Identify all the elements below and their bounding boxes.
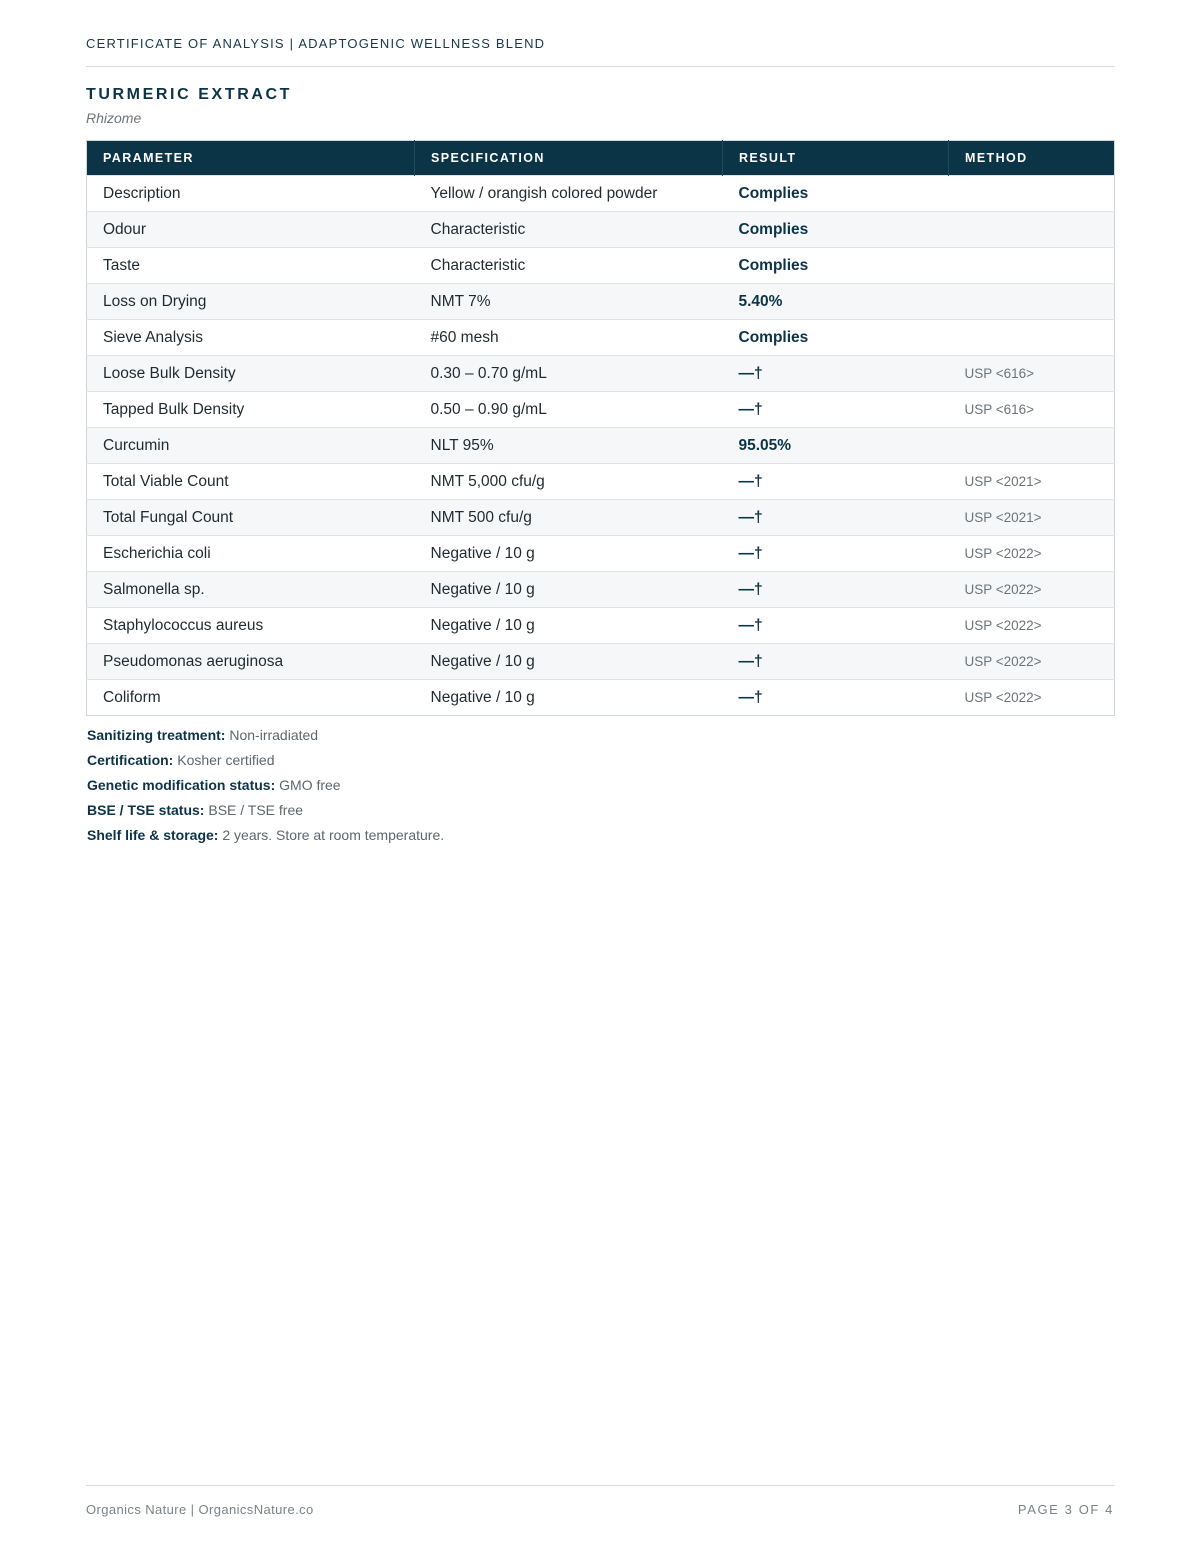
cell-specification: NMT 5,000 cfu/g xyxy=(415,464,723,500)
page-header xyxy=(86,36,1115,51)
table-row xyxy=(87,212,1115,248)
cell-result: —† xyxy=(723,644,949,680)
cell-parameter: Tapped Bulk Density xyxy=(87,392,415,428)
column-header-result: RESULT xyxy=(723,141,949,176)
footer-company xyxy=(86,1502,314,1517)
note-value: 2 years. Store at room temperature. xyxy=(222,827,445,843)
column-header-parameter: PARAMETER xyxy=(87,141,415,176)
cell-specification: 0.50 – 0.90 g/mL xyxy=(415,392,723,428)
section-subtitle: Rhizome xyxy=(86,110,142,126)
table-row xyxy=(87,500,1115,536)
cell-method xyxy=(949,176,1115,212)
cell-specification: Negative / 10 g xyxy=(415,536,723,572)
cell-parameter: Description xyxy=(87,176,415,212)
cell-specification: Negative / 10 g xyxy=(415,680,723,716)
table-row xyxy=(87,536,1115,572)
cell-method: USP <616> xyxy=(949,392,1115,428)
note-line xyxy=(87,724,444,749)
cell-method: USP <2022> xyxy=(949,644,1115,680)
table-row xyxy=(87,356,1115,392)
cell-parameter: Loose Bulk Density xyxy=(87,356,415,392)
company-website: OrganicsNature.co xyxy=(198,1502,314,1517)
cell-result: Complies xyxy=(723,176,949,212)
cell-result: Complies xyxy=(723,248,949,284)
cell-parameter: Odour xyxy=(87,212,415,248)
table-body xyxy=(87,176,1115,716)
cell-result: —† xyxy=(723,536,949,572)
page-number: PAGE 3 OF 4 xyxy=(1017,1502,1114,1517)
cell-method xyxy=(949,320,1115,356)
note-value: GMO free xyxy=(279,777,341,793)
note-value: BSE / TSE free xyxy=(208,802,304,818)
cell-method xyxy=(949,212,1115,248)
cell-result: 5.40% xyxy=(723,284,949,320)
table-row xyxy=(87,248,1115,284)
cell-specification: 0.30 – 0.70 g/mL xyxy=(415,356,723,392)
header-divider xyxy=(86,66,1115,67)
footer-separator: | xyxy=(190,1502,195,1517)
note-value: Kosher certified xyxy=(177,752,275,768)
cell-result: —† xyxy=(723,608,949,644)
table-row xyxy=(87,464,1115,500)
analysis-table xyxy=(86,140,1115,716)
section-title: TURMERIC EXTRACT xyxy=(86,86,293,103)
cell-parameter: Curcumin xyxy=(87,428,415,464)
cell-specification: Characteristic xyxy=(415,212,723,248)
table-row xyxy=(87,320,1115,356)
cell-specification: Negative / 10 g xyxy=(415,608,723,644)
table-row xyxy=(87,680,1115,716)
cell-method: USP <2021> xyxy=(949,464,1115,500)
cell-method: USP <2021> xyxy=(949,500,1115,536)
table-row xyxy=(87,428,1115,464)
cell-result: —† xyxy=(723,464,949,500)
cell-result: —† xyxy=(723,680,949,716)
table-row xyxy=(87,176,1115,212)
column-header-method: METHOD xyxy=(949,141,1115,176)
table-row xyxy=(87,644,1115,680)
note-line xyxy=(87,799,444,824)
cell-parameter: Sieve Analysis xyxy=(87,320,415,356)
cell-method xyxy=(949,284,1115,320)
cell-result: —† xyxy=(723,500,949,536)
cell-method: USP <2022> xyxy=(949,608,1115,644)
table-row xyxy=(87,572,1115,608)
cell-result: —† xyxy=(723,392,949,428)
cell-method: USP <2022> xyxy=(949,536,1115,572)
cell-result: Complies xyxy=(723,320,949,356)
cell-specification: Negative / 10 g xyxy=(415,644,723,680)
table-header-row xyxy=(87,141,1115,176)
column-header-specification: SPECIFICATION xyxy=(415,141,723,176)
cell-result: 95.05% xyxy=(723,428,949,464)
cell-method: USP <2022> xyxy=(949,680,1115,716)
note-line xyxy=(87,749,444,774)
cell-specification: Characteristic xyxy=(415,248,723,284)
cell-parameter: Total Fungal Count xyxy=(87,500,415,536)
note-label: Shelf life & storage: xyxy=(87,827,219,843)
header-separator: | xyxy=(289,36,295,51)
cell-specification: #60 mesh xyxy=(415,320,723,356)
cell-specification: Yellow / orangish colored powder xyxy=(415,176,723,212)
cell-result: —† xyxy=(723,356,949,392)
note-line xyxy=(87,824,444,849)
cell-parameter: Salmonella sp. xyxy=(87,572,415,608)
cell-parameter: Escherichia coli xyxy=(87,536,415,572)
cell-method xyxy=(949,428,1115,464)
product-name: ADAPTOGENIC WELLNESS BLEND xyxy=(298,36,546,51)
cell-method: USP <2022> xyxy=(949,572,1115,608)
footer-divider xyxy=(86,1485,1115,1486)
table-row xyxy=(87,392,1115,428)
cell-parameter: Coliform xyxy=(87,680,415,716)
table-row xyxy=(87,608,1115,644)
cell-specification: NMT 7% xyxy=(415,284,723,320)
cell-parameter: Total Viable Count xyxy=(87,464,415,500)
cell-result: —† xyxy=(723,572,949,608)
cell-method xyxy=(949,248,1115,284)
cell-parameter: Taste xyxy=(87,248,415,284)
cell-specification: NMT 500 cfu/g xyxy=(415,500,723,536)
notes-section xyxy=(87,724,444,849)
cell-parameter: Pseudomonas aeruginosa xyxy=(87,644,415,680)
note-value: Non-irradiated xyxy=(229,727,319,743)
table-row xyxy=(87,284,1115,320)
company-name: Organics Nature xyxy=(86,1502,187,1517)
cell-parameter: Staphylococcus aureus xyxy=(87,608,415,644)
document-title: CERTIFICATE OF ANALYSIS xyxy=(86,36,285,51)
note-label: Genetic modification status: xyxy=(87,777,276,793)
note-label: Certification: xyxy=(87,752,174,768)
cell-parameter: Loss on Drying xyxy=(87,284,415,320)
cell-result: Complies xyxy=(723,212,949,248)
cell-specification: NLT 95% xyxy=(415,428,723,464)
note-line xyxy=(87,774,444,799)
cell-method: USP <616> xyxy=(949,356,1115,392)
note-label: Sanitizing treatment: xyxy=(87,727,226,743)
note-label: BSE / TSE status: xyxy=(87,802,205,818)
cell-specification: Negative / 10 g xyxy=(415,572,723,608)
